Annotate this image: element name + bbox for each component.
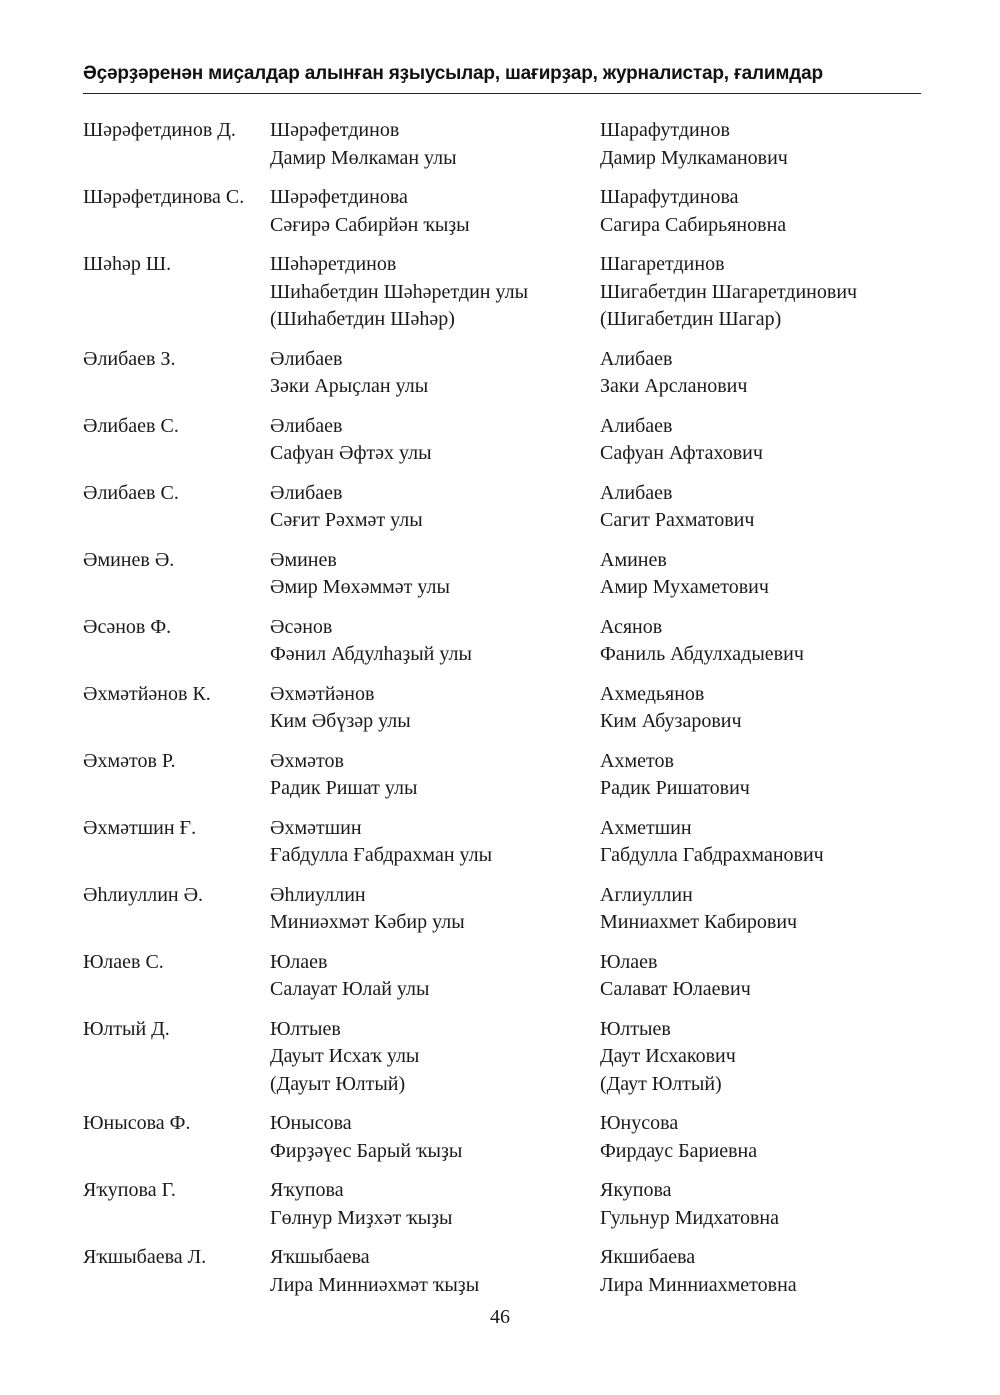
russian-name-line: Салават Юлаевич [600, 978, 751, 1000]
bashkir-full-name [270, 117, 457, 172]
russian-name-line: Даут Исхакович [600, 1045, 736, 1067]
bashkir-name-line: Әһлиуллин [270, 883, 366, 906]
russian-full-name [600, 1177, 779, 1232]
short-name: Әхмәтов Р. [83, 749, 176, 772]
short-name: Әһлиуллин Ә. [83, 883, 204, 906]
bashkir-full-name [270, 1110, 462, 1165]
page-number: 46 [490, 1306, 510, 1328]
russian-full-name [600, 1110, 757, 1165]
bashkir-name-line: Лира Минниәхмәт ҡыҙы [270, 1273, 480, 1296]
page-header-title: Әҫәрҙәренән миҫалдар алынған яҙыусылар, шағирҙар, журналистар, ғалимдар [83, 63, 823, 84]
short-name: Юлтый Д. [83, 1017, 170, 1040]
bashkir-name-line: Әхмәтов [270, 749, 344, 772]
russian-name-line: Сафуан Афтахович [600, 442, 763, 464]
bashkir-full-name [270, 1244, 479, 1299]
bashkir-name-line: Ким Әбүзәр улы [270, 710, 411, 732]
bashkir-name-line: Шәрәфетдинов [270, 119, 400, 141]
bashkir-name-line: Ғабдулла Ғабдрахман улы [270, 844, 493, 866]
russian-full-name [600, 815, 824, 870]
bashkir-full-name [270, 480, 423, 535]
bashkir-name-line: Салауат Юлай улы [270, 978, 430, 1000]
russian-name-line: (Шигабетдин Шагар) [600, 308, 782, 330]
russian-name-line: Радик Ришатович [600, 777, 750, 799]
russian-name-line: Шагаретдинов [600, 253, 725, 275]
russian-name-line: Алибаев [600, 481, 673, 504]
bashkir-name-line: Әхмәтйәнов [270, 682, 375, 705]
short-name: Шәрәфетдинова С. [83, 186, 245, 208]
russian-name-line: Фаниль Абдулхадыевич [600, 643, 804, 665]
bashkir-full-name [270, 614, 472, 669]
russian-full-name [600, 882, 797, 937]
bashkir-full-name [270, 413, 432, 468]
bashkir-name-line: Радик Ришат улы [270, 777, 418, 799]
russian-name-line: Сагира Сабирьяновна [600, 213, 787, 236]
bashkir-name-line: Юнысова [270, 1112, 352, 1134]
short-name: Юнысова Ф. [83, 1112, 191, 1134]
russian-name-line: (Даут Юлтый) [600, 1072, 722, 1095]
russian-full-name [600, 949, 751, 1004]
russian-name-line: Аглиуллин [600, 883, 693, 906]
russian-full-name [600, 184, 786, 239]
bashkir-name-line: Яҡшыбаева [270, 1246, 370, 1268]
short-name: Әлибаев З. [83, 347, 176, 370]
russian-full-name [600, 251, 857, 334]
bashkir-name-line: Әминев [270, 548, 337, 571]
short-name: Әминев Ә. [83, 548, 175, 571]
russian-name-line: Асянов [600, 615, 663, 638]
russian-name-line: Алибаев [600, 414, 673, 437]
short-name: Шәһәр Ш. [83, 253, 172, 275]
bashkir-name-line: Дауыт Исхаҡ улы [270, 1045, 420, 1067]
bashkir-full-name [270, 815, 492, 870]
russian-name-line: Шарафутдинов [600, 119, 730, 141]
russian-name-line: Юлтыев [600, 1017, 671, 1040]
bashkir-name-line: (Шиһабетдин Шәһәр) [270, 308, 455, 330]
bashkir-name-line: Шиһабетдин Шәһәретдин улы [270, 280, 529, 303]
russian-name-line: Ахметшин [600, 816, 692, 839]
russian-name-line: Ахмедьянов [600, 682, 705, 705]
russian-name-line: Миниахмет Кабирович [600, 911, 798, 933]
russian-name-line: Якупова [600, 1179, 672, 1201]
bashkir-name-line: Әхмәтшин [270, 816, 362, 839]
russian-full-name [600, 1244, 797, 1299]
russian-name-line: Аминев [600, 548, 667, 571]
bashkir-name-line: Әсәнов [270, 615, 333, 638]
russian-name-line: Ахметов [600, 749, 674, 772]
bashkir-full-name [270, 184, 470, 239]
bashkir-full-name [270, 949, 429, 1004]
bashkir-full-name [270, 251, 528, 334]
russian-name-line: Якшибаева [600, 1246, 696, 1268]
russian-name-line: Гульнур Мидхатовна [600, 1206, 779, 1229]
russian-name-line: Юнусова [600, 1112, 679, 1134]
bashkir-name-line: Юлтыев [270, 1017, 341, 1040]
bashkir-name-line: Сәғит Рәхмәт улы [270, 509, 423, 531]
bashkir-full-name [270, 1016, 419, 1099]
bashkir-name-line: Фәнил Абдулһаҙый улы [270, 643, 472, 665]
russian-name-line: Шигабетдин Шагаретдинович [600, 280, 858, 303]
russian-name-line: Лира Минниахметовна [600, 1273, 797, 1296]
russian-full-name [600, 346, 747, 401]
bashkir-name-line: Дамир Мөлкаман улы [270, 146, 457, 169]
bashkir-name-line: Сәғирә Сабирйән ҡыҙы [270, 213, 470, 236]
bashkir-name-line: Шәһәретдинов [270, 253, 397, 275]
short-name: Әхмәтйәнов К. [83, 682, 211, 705]
russian-name-line: Амир Мухаметович [600, 576, 769, 598]
bashkir-name-line: Гөлнур Миҙхәт ҡыҙы [270, 1206, 453, 1229]
bashkir-full-name [270, 1177, 453, 1232]
short-name: Әлибаев С. [83, 481, 179, 504]
short-name: Әхмәтшин Ғ. [83, 816, 197, 839]
russian-name-line: Дамир Мулкаманович [600, 146, 788, 169]
bashkir-name-line: (Дауыт Юлтый) [270, 1072, 406, 1095]
russian-full-name [600, 117, 788, 172]
bashkir-full-name [270, 882, 465, 937]
short-name: Әлибаев С. [83, 414, 179, 437]
bashkir-name-line: Әлибаев [270, 481, 343, 504]
russian-full-name [600, 480, 754, 535]
bashkir-full-name [270, 346, 428, 401]
header-rule [83, 93, 921, 94]
russian-full-name [600, 614, 804, 669]
short-name: Яҡшыбаева Л. [83, 1246, 207, 1268]
russian-name-line: Фирдаус Бариевна [600, 1139, 758, 1162]
russian-full-name [600, 748, 750, 803]
bashkir-name-line: Сафуан Әфтәх улы [270, 442, 432, 464]
russian-name-line: Алибаев [600, 347, 673, 370]
short-name: Әсәнов Ф. [83, 615, 172, 638]
bashkir-name-line: Миниәхмәт Кәбир улы [270, 911, 465, 933]
bashkir-full-name [270, 547, 450, 602]
bashkir-full-name [270, 681, 411, 736]
russian-name-line: Сагит Рахматович [600, 509, 755, 531]
russian-full-name [600, 681, 742, 736]
bashkir-name-line: Әмир Мөхәммәт улы [270, 576, 450, 598]
bashkir-name-line: Яҡупова [270, 1179, 344, 1201]
russian-name-line: Ким Абузарович [600, 710, 742, 732]
bashkir-name-line: Зәки Арыҫлан улы [270, 375, 429, 397]
short-name: Яҡупова Г. [83, 1179, 176, 1201]
russian-name-line: Шарафутдинова [600, 186, 739, 208]
short-name: Шәрәфетдинов Д. [83, 119, 236, 141]
bashkir-name-line: Фирҙәүес Барый ҡыҙы [270, 1139, 463, 1162]
bashkir-name-line: Шәрәфетдинова [270, 186, 408, 208]
russian-full-name [600, 547, 769, 602]
russian-name-line: Заки Арсланович [600, 375, 748, 397]
bashkir-full-name [270, 748, 417, 803]
bashkir-name-line: Әлибаев [270, 347, 343, 370]
short-name: Юлаев С. [83, 950, 164, 973]
bashkir-name-line: Юлаев [270, 950, 328, 973]
bashkir-name-line: Әлибаев [270, 414, 343, 437]
russian-full-name [600, 1016, 736, 1099]
russian-name-line: Габдулла Габдрахманович [600, 844, 824, 866]
russian-name-line: Юлаев [600, 950, 658, 973]
russian-full-name [600, 413, 763, 468]
